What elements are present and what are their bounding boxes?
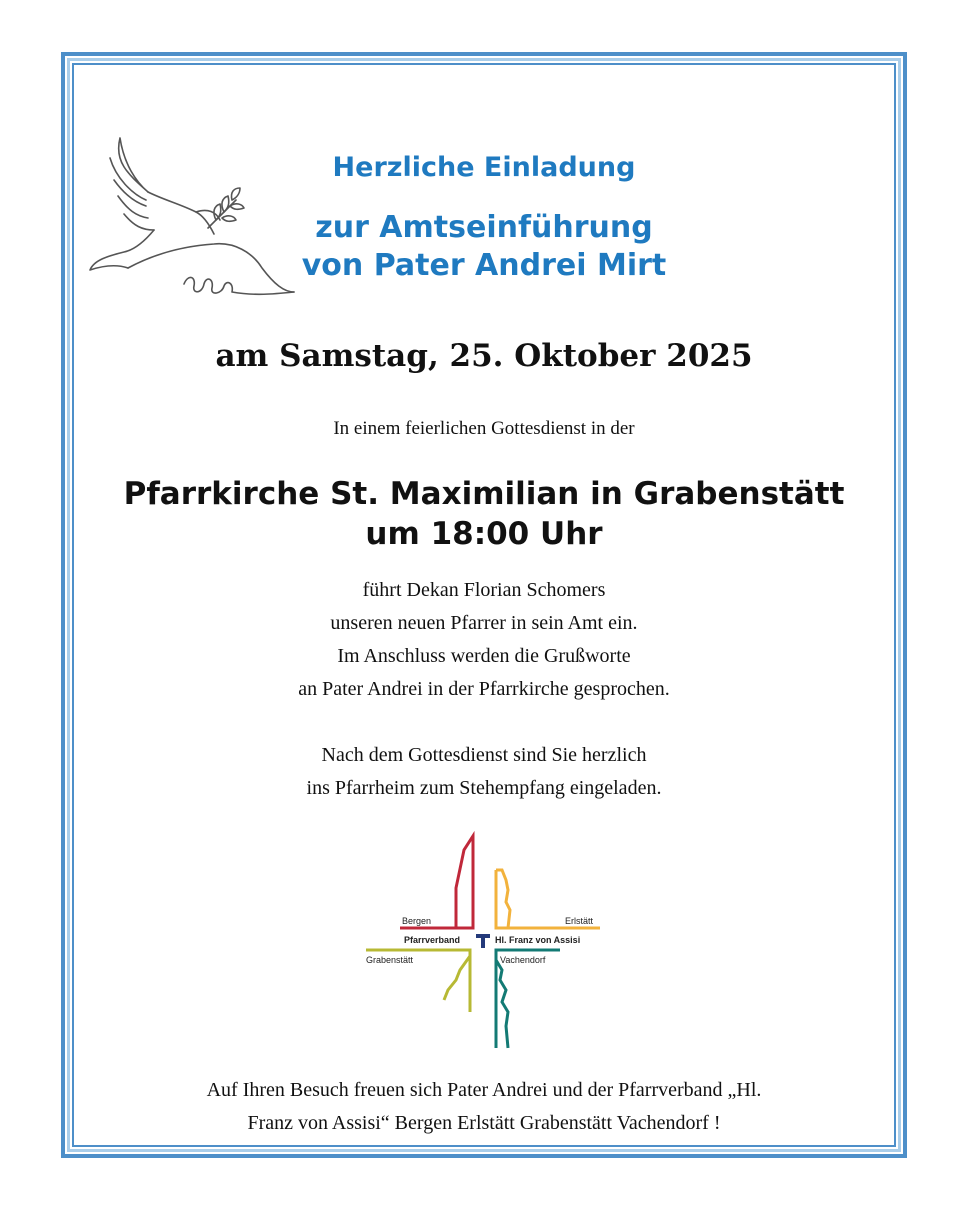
logo-label-erlstaett: Erlstätt bbox=[565, 916, 594, 926]
paragraph-line: ins Pfarrheim zum Stehempfang eingeladen. bbox=[306, 777, 662, 799]
invitation-heading: Herzliche Einladung bbox=[332, 152, 636, 183]
subtitle-line-1: zur Amtseinführung bbox=[315, 210, 653, 245]
paragraph-line: Im Anschluss werden die Grußworte bbox=[337, 645, 631, 667]
event-date: am Samstag, 25. Oktober 2025 bbox=[215, 338, 753, 374]
intro-text: In einem feierlichen Gottesdienst in der bbox=[333, 418, 635, 439]
logo-olive-tower bbox=[444, 956, 470, 1000]
event-time: um 18:00 Uhr bbox=[365, 516, 603, 552]
logo-red-line bbox=[400, 836, 473, 928]
closing-line-2: Franz von Assisi“ Bergen Erlstätt Grabenstätt Vachendorf ! bbox=[247, 1112, 721, 1134]
logo-teal-tower bbox=[496, 960, 508, 1048]
logo-label-pfarrverband: Pfarrverband bbox=[404, 935, 461, 945]
logo-label-vachendorf: Vachendorf bbox=[500, 955, 546, 965]
church-name: Pfarrkirche St. Maximilian in Grabenstätt bbox=[123, 476, 845, 512]
logo-label-bergen: Bergen bbox=[402, 916, 432, 926]
pfarrverband-logo bbox=[360, 830, 610, 1052]
subtitle-line-2: von Pater Andrei Mirt bbox=[301, 248, 667, 283]
subtitle-heading bbox=[0, 209, 968, 285]
paragraph-line: unseren neuen Pfarrer in sein Amt ein. bbox=[330, 612, 638, 634]
paragraph-line: Nach dem Gottesdienst sind Sie herzlich bbox=[321, 744, 647, 766]
logo-label-grabenstaett: Grabenstätt bbox=[366, 955, 414, 965]
closing-text bbox=[0, 1074, 968, 1140]
paragraph-line: an Pater Andrei in der Pfarrkirche gesprochen. bbox=[298, 678, 670, 700]
logo-tau-icon bbox=[476, 936, 490, 948]
ceremony-paragraph bbox=[0, 574, 968, 706]
logo-label-hl-franz: Hl. Franz von Assisi bbox=[495, 935, 581, 945]
reception-paragraph bbox=[0, 739, 968, 805]
paragraph-line: führt Dekan Florian Schomers bbox=[362, 579, 606, 601]
logo-yellow-tower bbox=[496, 870, 510, 928]
closing-line-1: Auf Ihren Besuch freuen sich Pater Andrei und der Pfarrverband „Hl. bbox=[206, 1079, 762, 1101]
church-location bbox=[0, 474, 968, 554]
